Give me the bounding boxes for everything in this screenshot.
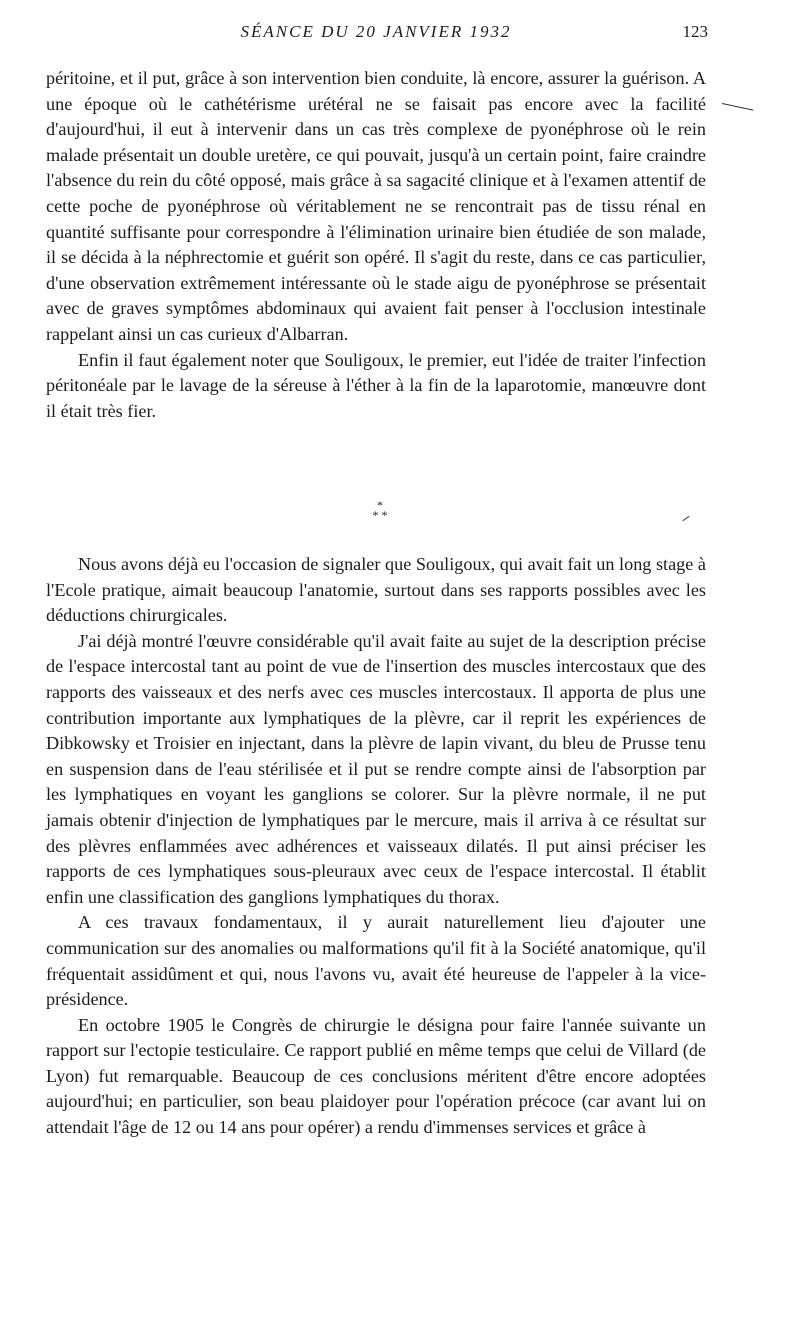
margin-annotation-dash: [722, 103, 754, 111]
paragraph-anatomie: Nous avons déjà eu l'occasion de signaler que Souligoux, qui avait fait un long stage à l'Ecole pratique, aimait beaucoup l'anatomie, surtout dans ses rapports possibles avec les déductions chirurgicales.: [46, 554, 706, 626]
text-block-lower: [46, 552, 706, 1141]
paragraph-laparotomie: Enfin il faut également noter que Souligoux, le premier, eut l'idée de traiter l'infection péritonéale par le lavage de la séreuse à l'éther à la fin de la laparotomie, manœuvre dont il était très fier.: [46, 349, 706, 421]
page-number: 123: [682, 22, 708, 41]
asterism-bottom: * *: [372, 508, 388, 522]
section-separator-asterism: [340, 500, 420, 532]
paragraph-pyonephrose: péritoine, et il put, grâce à son intervention bien conduite, là encore, assurer la guérison. A une époque où le cathétérisme urétéral ne se faisait pas encore avec la facilité d'aujourd'hui, il eut à intervenir dans un cas très complexe de pyonéphrose où le rein malade présentait un double uretère, ce qui pouvait, jusqu'à un certain point, faire craindre l'absence du rein du côté opposé, mais grâce à sa sagacité clinique et à l'examen attentif de cette poche de pyonéphrose où véritablement ne se rencontrait pas de tissu rénal en quantité suffisante pour correspondre à l'élimination urinaire bien étudiée de son malade, il se décida à la néphrectomie et guérit son opéré. Il s'agit du reste, dans ce cas particulier, d'une observation extrêmement intéressante où le stade aigu de pyonéphrose se présentait avec de graves symptômes abdominaux qui avaient fait penser à l'occlusion intestinale rappelant ainsi un cas curieux d'Albarran.: [46, 68, 706, 344]
margin-annotation-tick: [682, 516, 689, 521]
paragraph-congres-chirurgie: En octobre 1905 le Congrès de chirurgie le désigna pour faire l'année suivante un rapport sur l'ectopie testiculaire. Ce rapport publié en même temps que celui de Villard (de Lyon) fut remarquable. Beaucoup de ces conclusions méritent d'être encore adoptées aujourd'hui; en particulier, son beau plaidoyer pour l'opération précoce (car avant lui on attendait l'âge de 12 ou 14 ans pour opérer) a rendu d'immenses services et grâce à: [46, 1014, 706, 1138]
paragraph-espace-intercostal: J'ai déjà montré l'œuvre considérable qu'il avait faite au sujet de la description précise de l'espace intercostal tant au point de vue de l'insertion des muscles intercostaux que des rapports des vaisseaux et des nerfs avec ces muscles intercostaux. Il apporta de plus une contribution importante aux lymphatiques de la plèvre, car il reprit les expériences de Dibkowsky et Troisier en injectant, dans la plèvre de lapin vivant, du bleu de Prusse tenu en suspension dans de l'eau stérilisée et il put se rendre compte ainsi de l'absorption par les lymphatiques en voyant les ganglions se colorer. Sur la plèvre normale, il ne put jamais obtenir d'injection de lymphatiques par le mercure, mais il arriva à ce résultat sur des plèvres enflammées avec adhérences et vaisseaux dilatés. Il put ainsi préciser les rapports de ces lymphatiques sous-pleuraux avec ceux de l'espace intercostal. Il établit enfin une classification des ganglions lymphatiques du thorax.: [46, 630, 706, 907]
asterism-top: *: [377, 498, 383, 512]
running-title: SÉANCE DU 20 JANVIER 1932: [240, 22, 512, 41]
running-head: [46, 18, 706, 46]
text-block-upper: [46, 66, 706, 424]
paragraph-travaux-fondamentaux: A ces travaux fondamentaux, il y aurait naturellement lieu d'ajouter une communication sur des anomalies ou malformations qu'il fit à la Société anatomique, qu'il fréquentait assidûment et qui, nous l'avons vu, avait été heureuse de l'appeler à la vice-présidence.: [46, 912, 706, 1010]
